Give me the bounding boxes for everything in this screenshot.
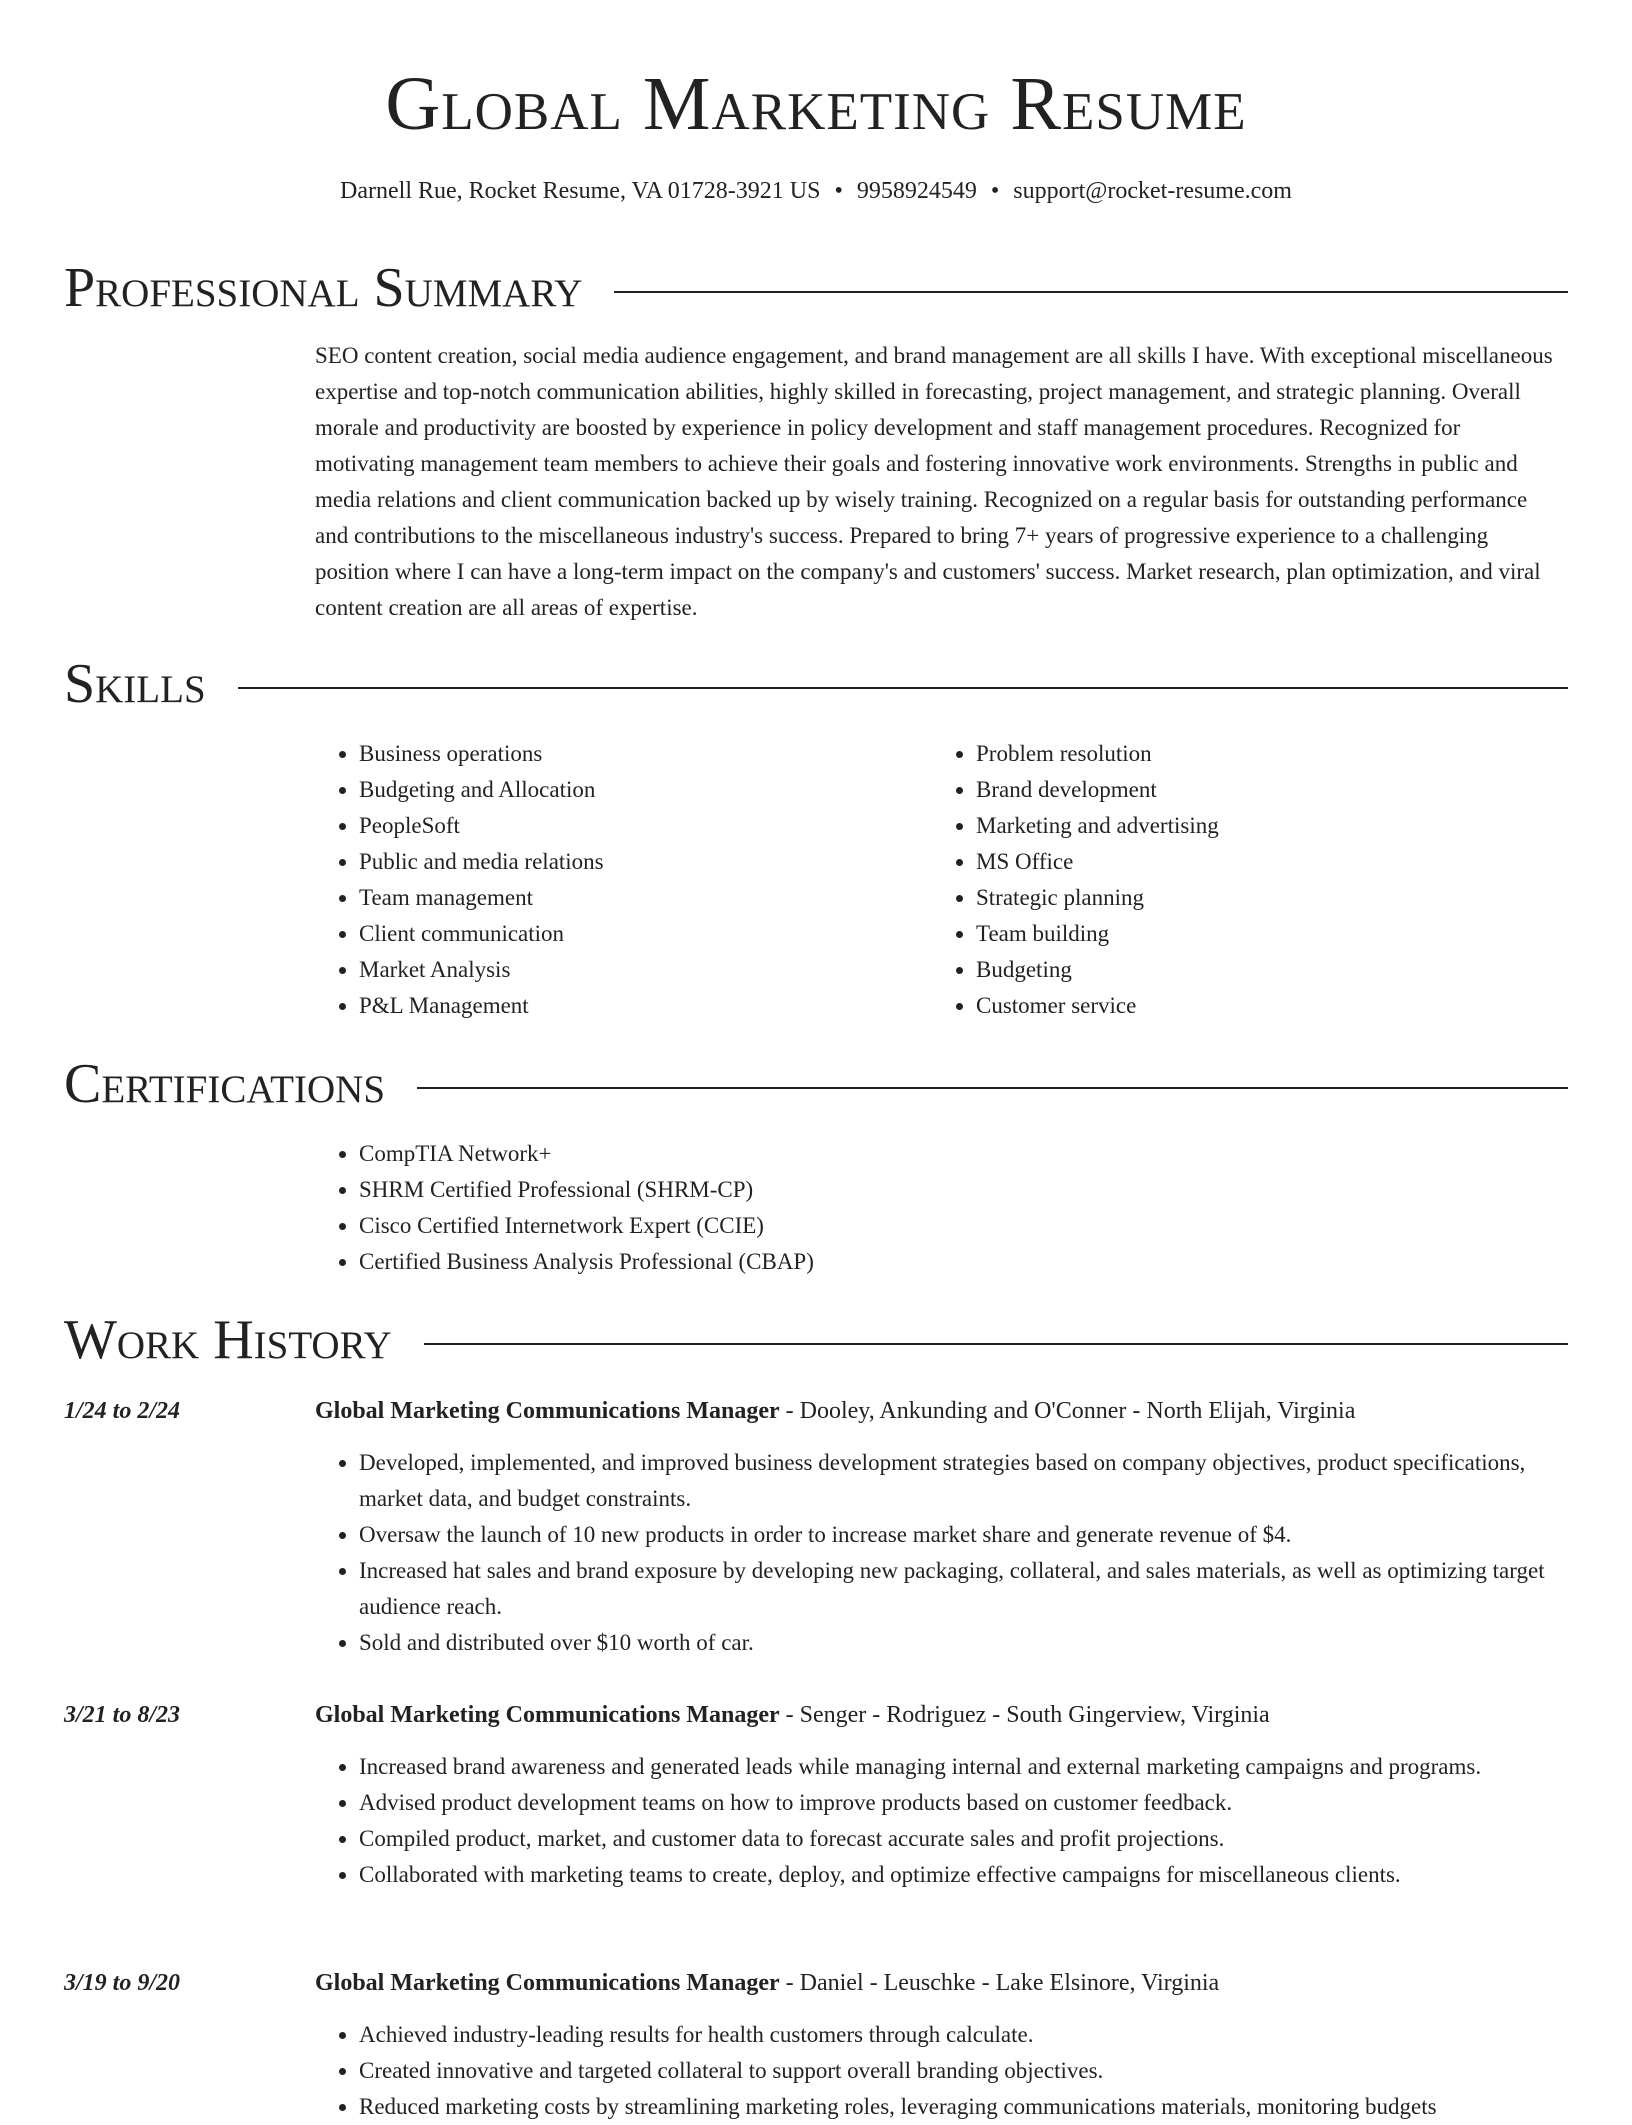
skill-item: • Budgeting and Allocation — [359, 772, 915, 808]
skill-item: • Problem resolution — [976, 736, 1532, 772]
skill-item: • Budgeting — [976, 952, 1532, 988]
section-divider — [614, 291, 1568, 293]
work-history-section-header — [64, 1308, 1568, 1372]
skill-item: • Market Analysis — [359, 952, 915, 988]
job-dates: 3/21 to 8/23 — [64, 1702, 181, 1728]
skill-item: • Client communication — [359, 916, 915, 952]
job-employer-location: - Senger - Rodriguez - South Gingerview, Virginia — [779, 1702, 1270, 1728]
contact-phone: 9958924549 — [856, 178, 977, 204]
job-bullet: • Reduced marketing costs by streamlining marketing roles, leveraging communications materials, monitoring budgets — [359, 2089, 1565, 2125]
skills-section-header — [64, 652, 1568, 716]
contact-separator: • — [990, 178, 1000, 204]
contact-email[interactable]: support@rocket-resume.com — [1013, 178, 1292, 204]
contact-line — [0, 174, 1632, 208]
section-divider — [417, 1087, 1568, 1089]
job-bullet: • Increased hat sales and brand exposure by developing new packaging, collateral, and sales materials, as well as optimizing target audience reach. — [359, 1553, 1565, 1625]
section-divider — [424, 1343, 1568, 1345]
skills-right-column — [932, 736, 1532, 1024]
job-bullet: • Created innovative and targeted collateral to support overall branding objectives. — [359, 2053, 1565, 2089]
certification-item: • Certified Business Analysis Professional (CBAP) — [359, 1244, 1215, 1280]
work-history-heading: Work History — [64, 1309, 392, 1371]
skill-item: • Marketing and advertising — [976, 808, 1532, 844]
skills-left-column — [315, 736, 915, 1024]
job-title: Global Marketing Communications Manager — [315, 1970, 780, 1996]
job-heading — [315, 1965, 1219, 2001]
job-title: Global Marketing Communications Manager — [315, 1398, 780, 1424]
section-divider — [238, 687, 1568, 689]
certifications-list — [315, 1136, 1215, 1280]
summary-text: SEO content creation, social media audience engagement, and brand management are all skills I have. With exceptional miscellaneous expertise and top-notch communication abilities, highly skilled in forecasting, project management, and strategic planning. Overall morale and productivity are boosted by experience in policy development and staff management procedures. Recognized for motivating management team members to achieve their goals and fostering innovative work environments. Strengths in public and media relations and client communication backed up by wisely training. Recognized on a regular basis for outstanding performance and contributions to the miscellaneous industry's success. Prepared to bring 7+ years of progressive experience to a challenging position where I can have a long-term impact on the company's and customers' success. Market research, plan optimization, and viral content creation are all areas of expertise. — [315, 343, 1553, 620]
contact-address: Darnell Rue, Rocket Resume, VA 01728-3921 US — [340, 178, 821, 204]
skills-heading: Skills — [64, 653, 206, 715]
certification-item: • CompTIA Network+ — [359, 1136, 1215, 1172]
job-bullets — [315, 1749, 1565, 1893]
job-dates: 3/19 to 9/20 — [64, 1970, 181, 1996]
job-bullet: • Achieved industry-leading results for health customers through calculate. — [359, 2017, 1565, 2053]
job-dates: 1/24 to 2/24 — [64, 1398, 181, 1424]
skill-item: • MS Office — [976, 844, 1532, 880]
job-bullets — [315, 1445, 1565, 1661]
skill-item: • P&L Management — [359, 988, 915, 1024]
job-employer-location: - Daniel - Leuschke - Lake Elsinore, Virginia — [779, 1970, 1220, 1996]
job-heading — [315, 1697, 1270, 1733]
certifications-heading: Certifications — [64, 1053, 386, 1115]
job-bullet: • Increased brand awareness and generated leads while managing internal and external marketing campaigns and programs. — [359, 1749, 1565, 1785]
job-bullet: • Collaborated with marketing teams to create, deploy, and optimize effective campaigns for miscellaneous clients. — [359, 1857, 1565, 1893]
job-bullets — [315, 2017, 1565, 2125]
resume-title: Global Marketing Resume — [385, 62, 1247, 146]
job-employer-location: - Dooley, Ankunding and O'Conner - North Elijah, Virginia — [779, 1398, 1356, 1424]
skill-item: • PeopleSoft — [359, 808, 915, 844]
skill-item: • Public and media relations — [359, 844, 915, 880]
skill-item: • Team building — [976, 916, 1532, 952]
certifications-section-header — [64, 1052, 1568, 1116]
job-bullet: • Compiled product, market, and customer data to forecast accurate sales and profit projections. — [359, 1821, 1565, 1857]
job-bullet: • Advised product development teams on how to improve products based on customer feedback. — [359, 1785, 1565, 1821]
skill-item: • Customer service — [976, 988, 1532, 1024]
skill-item: • Brand development — [976, 772, 1532, 808]
certification-item: • Cisco Certified Internetwork Expert (CCIE) — [359, 1208, 1215, 1244]
certification-item: • SHRM Certified Professional (SHRM-CP) — [359, 1172, 1215, 1208]
job-bullet: • Developed, implemented, and improved business development strategies based on company objectives, product specifications, market data, and budget constraints. — [359, 1445, 1565, 1517]
job-bullet: • Oversaw the launch of 10 new products in order to increase market share and generate revenue of $4. — [359, 1517, 1565, 1553]
summary-heading: Professional Summary — [64, 257, 583, 319]
skill-item: • Strategic planning — [976, 880, 1532, 916]
job-title: Global Marketing Communications Manager — [315, 1702, 780, 1728]
contact-separator: • — [834, 178, 843, 204]
job-heading — [315, 1393, 1355, 1429]
skill-item: • Team management — [359, 880, 915, 916]
job-bullet: • Sold and distributed over $10 worth of car. — [359, 1625, 1565, 1661]
skill-item: • Business operations — [359, 736, 915, 772]
summary-section-header — [64, 256, 1568, 320]
